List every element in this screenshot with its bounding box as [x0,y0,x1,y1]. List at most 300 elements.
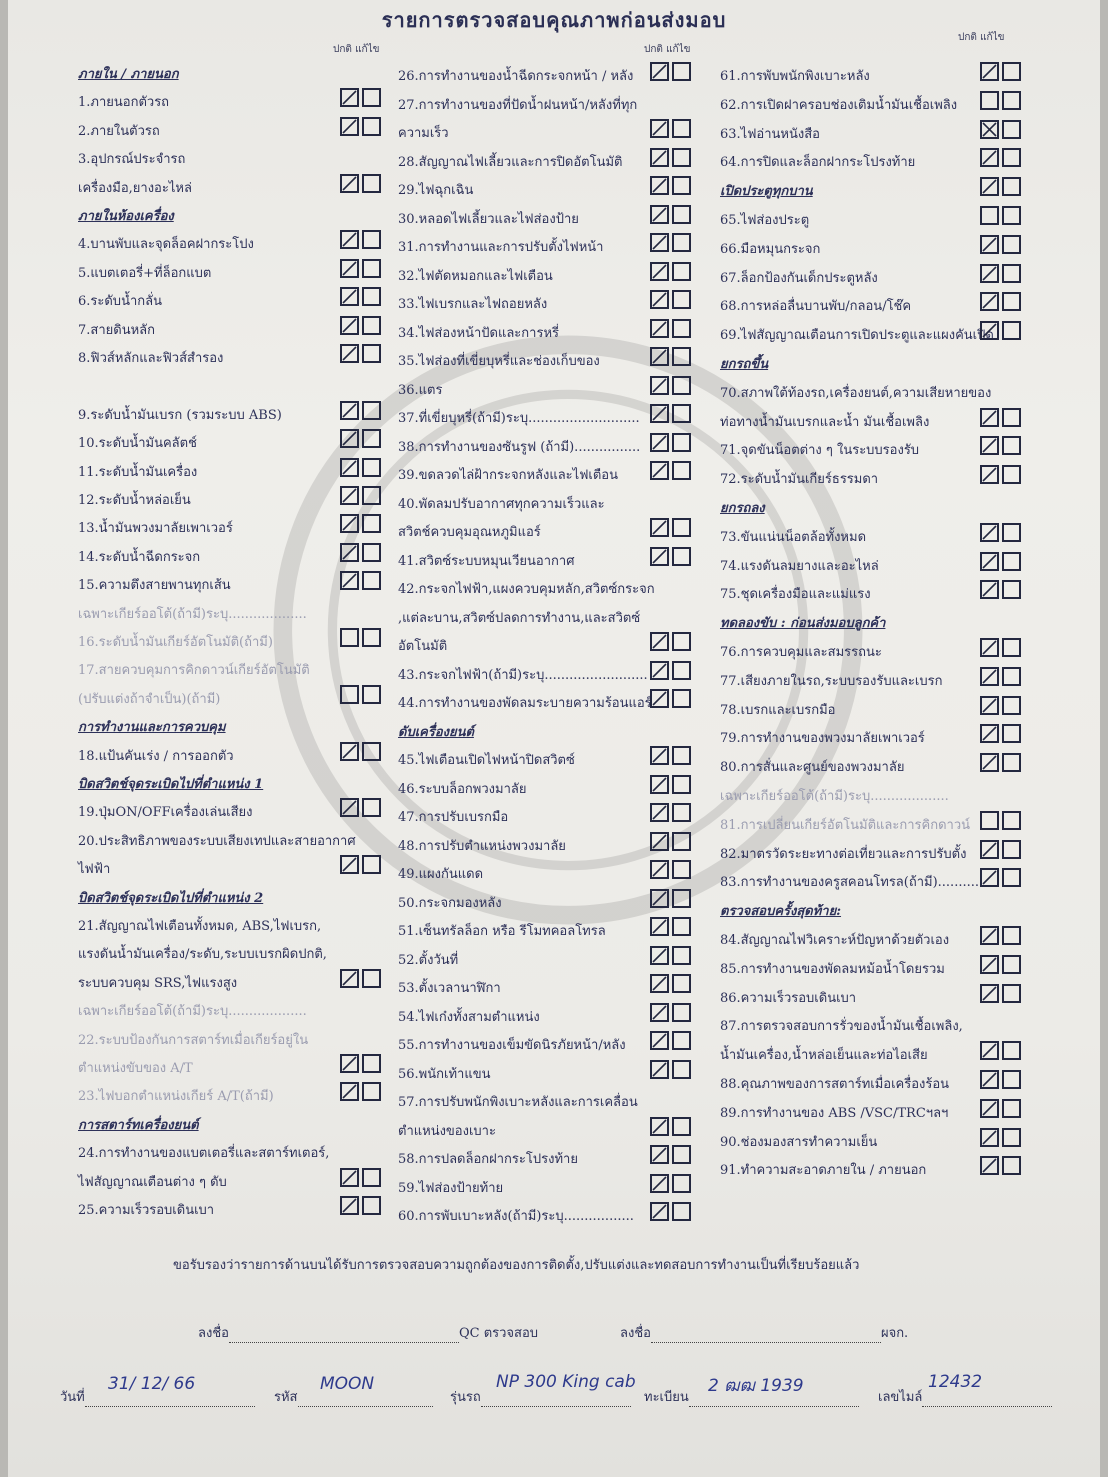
normal-checkbox[interactable] [980,148,999,167]
normal-checkbox[interactable] [650,1060,669,1079]
fix-checkbox[interactable] [362,1196,381,1215]
fix-checkbox[interactable] [362,259,381,278]
item-label: ท่อทางน้ำมันเบรกและน้ำ มันเชื้อเพลิง [720,414,930,430]
normal-checkbox[interactable] [980,868,999,887]
fix-checkbox[interactable] [1002,465,1021,484]
item-label: 49.แผงกันแดด [398,867,484,882]
fix-checkbox[interactable] [362,174,381,193]
checkbox-pair [980,177,1024,199]
normal-checkbox[interactable] [340,88,359,107]
item-label: 28.สัญญาณไฟเลี้ยวและการปิดอัตโนมัติ [398,154,623,170]
fix-checkbox[interactable] [1002,148,1021,167]
normal-checkbox[interactable] [340,458,359,477]
checklist-item [720,753,1026,779]
fix-checkbox[interactable] [362,514,381,533]
sign1-suffix: QC ตรวจสอบ [458,1326,539,1341]
normal-checkbox[interactable] [650,661,669,680]
normal-checkbox[interactable] [980,667,999,686]
normal-checkbox[interactable] [340,230,359,249]
section-heading [720,350,1026,376]
date-value: 31/ 12/ 66 [108,1374,196,1394]
fix-checkbox[interactable] [672,832,691,851]
checklist-item [398,319,696,345]
fix-checkbox[interactable] [1002,206,1021,225]
normal-checkbox[interactable] [980,955,999,974]
checklist-item [398,262,696,288]
fix-checkbox[interactable] [672,1145,691,1164]
fix-checkbox[interactable] [672,148,691,167]
fix-checkbox[interactable] [1002,436,1021,455]
fix-checkbox[interactable] [1002,984,1021,1003]
inspection-form [8,0,1100,1477]
normal-checkbox[interactable] [650,1202,669,1221]
normal-checkbox[interactable] [650,1003,669,1022]
normal-checkbox[interactable] [340,1168,359,1187]
item-label: 78.เบรกและเบรกมือ [720,702,836,718]
normal-checkbox[interactable] [340,742,359,761]
normal-checkbox[interactable] [980,580,999,599]
fix-checkbox[interactable] [672,1060,691,1079]
normal-checkbox[interactable] [650,433,669,452]
normal-checkbox[interactable] [650,1174,669,1193]
fix-checkbox[interactable] [1002,955,1021,974]
normal-checkbox[interactable] [980,62,999,81]
fix-checkbox[interactable] [1002,667,1021,686]
normal-checkbox[interactable] [650,1145,669,1164]
fix-checkbox[interactable] [672,119,691,138]
normal-checkbox[interactable] [980,724,999,743]
normal-checkbox[interactable] [980,408,999,427]
item-label: 30.หลอดไฟเลี้ยวและไฟส่องป้าย [398,211,579,227]
normal-checkbox[interactable] [980,206,999,225]
normal-checkbox[interactable] [340,571,359,590]
normal-checkbox[interactable] [980,753,999,772]
fix-checkbox[interactable] [362,742,381,761]
item-label: 61.การพับพนักพิงเบาะหลัง [720,69,870,84]
fix-checkbox[interactable] [362,628,381,647]
column-header-left: ปกติ แก้ไข [333,44,380,55]
fix-checkbox[interactable] [1002,926,1021,945]
checkbox-pair [650,233,694,255]
normal-checkbox[interactable] [650,119,669,138]
fix-checkbox[interactable] [1002,840,1021,859]
checklist-item [398,1145,696,1171]
normal-checkbox[interactable] [650,518,669,537]
checkbox-pair [340,628,384,650]
section-heading [78,202,386,228]
fix-checkbox[interactable] [362,855,381,874]
fix-checkbox[interactable] [672,632,691,651]
normal-checkbox[interactable] [650,889,669,908]
normal-checkbox[interactable] [340,117,359,136]
checklist-item [398,404,696,430]
item-label: 56.พนักเท้าแขน [398,1066,491,1082]
fix-checkbox[interactable] [1002,321,1021,340]
normal-checkbox[interactable] [980,523,999,542]
normal-checkbox[interactable] [980,292,999,311]
item-label: 34.ไฟส่องหน้าปัดและการหรี่ [398,325,559,341]
checklist-item [720,436,1026,462]
fix-checkbox[interactable] [672,1003,691,1022]
normal-checkbox[interactable] [650,62,669,81]
normal-checkbox[interactable] [340,969,359,988]
checklist-item [398,148,696,174]
normal-checkbox[interactable] [980,696,999,715]
fix-checkbox[interactable] [1002,724,1021,743]
normal-checkbox[interactable] [650,803,669,822]
fix-checkbox[interactable] [672,233,691,252]
normal-checkbox[interactable] [340,316,359,335]
fix-checkbox[interactable] [672,803,691,822]
checklist-item [720,724,1026,750]
normal-checkbox[interactable] [340,514,359,533]
check-mark-icon [342,857,357,872]
normal-checkbox[interactable] [340,628,359,647]
item-label: 52.ตั้งวันที่ [398,952,459,968]
normal-checkbox[interactable] [980,811,999,830]
fix-checkbox[interactable] [1002,1156,1021,1175]
checklist-item [720,926,1026,952]
normal-checkbox[interactable] [340,855,359,874]
normal-checkbox[interactable] [340,401,359,420]
fix-checkbox[interactable] [362,117,381,136]
normal-checkbox[interactable] [650,860,669,879]
fix-checkbox[interactable] [1002,1099,1021,1118]
sign2-prefix: ลงชื่อ [620,1326,651,1341]
normal-checkbox[interactable] [650,461,669,480]
normal-checkbox[interactable] [650,347,669,366]
normal-checkbox[interactable] [980,120,999,139]
item-label: เปิดประตูทุกบาน [720,184,813,200]
fix-checkbox[interactable] [1002,408,1021,427]
fix-checkbox[interactable] [1002,264,1021,283]
fix-checkbox[interactable] [362,316,381,335]
item-label: 57.การปรับพนักพิงเบาะหลังและการเคลื่อน [398,1095,638,1110]
normal-checkbox[interactable] [980,984,999,1003]
normal-checkbox[interactable] [650,176,669,195]
item-label: 32.ไฟตัดหมอกและไฟเตือน [398,268,553,284]
fix-checkbox[interactable] [362,1054,381,1073]
checkbox-pair [650,461,694,483]
normal-checkbox[interactable] [980,1156,999,1175]
fix-checkbox[interactable] [672,860,691,879]
normal-checkbox[interactable] [650,917,669,936]
normal-checkbox[interactable] [650,404,669,423]
normal-checkbox[interactable] [980,1070,999,1089]
checklist-item [78,117,386,143]
checkbox-pair [650,404,694,426]
checkbox-pair [650,518,694,540]
normal-checkbox[interactable] [650,832,669,851]
item-label: 54.ไฟเก๋งทั้งสามตำแหน่ง [398,1009,540,1025]
check-mark-icon [342,460,357,475]
normal-checkbox[interactable] [980,1041,999,1060]
check-mark-icon [652,463,667,478]
normal-checkbox[interactable] [980,552,999,571]
normal-checkbox[interactable] [650,1117,669,1136]
section-heading [78,884,386,910]
normal-checkbox[interactable] [980,840,999,859]
normal-checkbox[interactable] [650,376,669,395]
item-label: 14.ระดับน้ำฉีดกระจก [78,549,201,565]
fix-checkbox[interactable] [362,1082,381,1101]
normal-checkbox[interactable] [980,638,999,657]
checkbox-pair [650,205,694,227]
column-header-right: ปกติ แก้ไข [958,32,1005,43]
fix-checkbox[interactable] [362,230,381,249]
fix-checkbox[interactable] [672,689,691,708]
normal-checkbox[interactable] [340,1054,359,1073]
item-label: 37.ที่เขี่ยบุหรี่(ถ้ามี)ระบุ........................... [398,411,640,426]
normal-checkbox[interactable] [650,290,669,309]
normal-checkbox[interactable] [340,259,359,278]
checkbox-pair [340,742,384,764]
fix-checkbox[interactable] [672,1031,691,1050]
fix-checkbox[interactable] [1002,235,1021,254]
normal-checkbox[interactable] [650,233,669,252]
normal-checkbox[interactable] [980,321,999,340]
fix-checkbox[interactable] [362,571,381,590]
normal-checkbox[interactable] [340,287,359,306]
item-label: 2.ภายในตัวรถ [78,123,160,139]
item-label: 59.ไฟส่องป้ายท้าย [398,1180,504,1196]
fix-checkbox[interactable] [672,917,691,936]
checkbox-pair [340,344,384,366]
normal-checkbox[interactable] [980,91,999,110]
normal-checkbox[interactable] [980,235,999,254]
fix-checkbox[interactable] [1002,753,1021,772]
normal-checkbox[interactable] [340,429,359,448]
fix-checkbox[interactable] [672,205,691,224]
checkbox-pair [650,1003,694,1025]
normal-checkbox[interactable] [650,319,669,338]
fix-checkbox[interactable] [672,62,691,81]
normal-checkbox[interactable] [650,1031,669,1050]
check-mark-icon [982,957,997,972]
checklist-item [78,940,386,966]
checkbox-pair [650,148,694,170]
fix-checkbox[interactable] [672,319,691,338]
check-mark-icon [982,150,997,165]
normal-checkbox[interactable] [980,264,999,283]
check-mark-icon [652,862,667,877]
fix-checkbox[interactable] [1002,523,1021,542]
fix-checkbox[interactable] [1002,120,1021,139]
item-label: ตำแหน่งขับของ A/T [78,1061,193,1076]
fix-checkbox[interactable] [362,1168,381,1187]
item-label: 45.ไฟเตือนเปิดไฟหน้าปิดสวิตซ์ [398,753,575,768]
check-mark-icon [982,726,997,741]
fix-checkbox[interactable] [672,518,691,537]
item-label: 47.การปรับเบรกมือ [398,810,509,825]
check-mark-icon [652,748,667,763]
checkbox-pair [650,946,694,968]
item-label: 11.ระดับน้ำมันเครื่อง [78,464,198,480]
fix-checkbox[interactable] [362,685,381,704]
checkbox-pair [340,1168,384,1190]
check-mark-icon [652,549,667,564]
check-mark-icon [982,1158,997,1173]
normal-checkbox[interactable] [340,486,359,505]
checklist-item [78,656,386,682]
item-label: 58.การปลดล็อกฝากระโปรงท้าย [398,1152,578,1167]
item-label: 23.ไฟบอกตำแหน่งเกียร์ A/T(ถ้ามี) [78,1089,274,1105]
fix-checkbox[interactable] [362,401,381,420]
fix-checkbox[interactable] [672,376,691,395]
normal-checkbox[interactable] [980,1128,999,1147]
fix-checkbox[interactable] [1002,1041,1021,1060]
item-label: 82.มาตรวัดระยะทางต่อเที่ยวและการปรับตั้ง [720,846,967,862]
fix-checkbox[interactable] [672,262,691,281]
fix-checkbox[interactable] [672,889,691,908]
fix-checkbox[interactable] [672,974,691,993]
normal-checkbox[interactable] [980,465,999,484]
item-label: 74.แรงดันลมยางและอะไหล่ [720,558,879,574]
normal-checkbox[interactable] [650,148,669,167]
item-label: 38.การทำงานของซันรูฟ (ถ้ามี)................ [398,439,641,455]
checkbox-pair [650,775,694,797]
item-label: การทำงานและการควบคุม [78,720,226,736]
item-label: ตรวจสอบครั้งสุดท้าย: [720,904,842,920]
fix-checkbox[interactable] [1002,1070,1021,1089]
fix-checkbox[interactable] [672,461,691,480]
fix-checkbox[interactable] [672,347,691,366]
fix-checkbox[interactable] [1002,580,1021,599]
checklist-item [78,628,386,654]
checklist-item [78,571,386,597]
item-label: 48.การปรับตำแหน่งพวงมาลัย [398,838,566,854]
normal-checkbox[interactable] [650,946,669,965]
item-label: แรงดันน้ำมันเครื่อง/ระดับ,ระบบเบรกผิดปกติ, [78,947,327,963]
fix-checkbox[interactable] [672,746,691,765]
fix-checkbox[interactable] [672,661,691,680]
check-mark-icon [652,178,667,193]
item-label: น้ำมันเครื่อง,น้ำหล่อเย็นและท่อไอเสีย [720,1048,928,1064]
fix-checkbox[interactable] [362,543,381,562]
checkbox-pair [340,458,384,480]
item-label: 87.การตรวจสอบการรั่วของน้ำมันเชื้อเพลิง, [720,1019,963,1035]
fix-checkbox[interactable] [672,404,691,423]
check-mark-icon [342,1170,357,1185]
item-label: ภายในห้องเครื่อง [78,209,174,224]
checkbox-pair [650,746,694,768]
checkbox-pair [980,235,1024,257]
check-mark-icon [342,346,357,361]
normal-checkbox[interactable] [980,1099,999,1118]
fix-checkbox[interactable] [1002,91,1021,110]
fix-checkbox[interactable] [1002,638,1021,657]
normal-checkbox[interactable] [650,547,669,566]
fix-checkbox[interactable] [362,344,381,363]
checkbox-pair [980,264,1024,286]
normal-checkbox[interactable] [340,1082,359,1101]
normal-checkbox[interactable] [650,205,669,224]
checklist-item [78,543,386,569]
checklist-item [398,433,696,459]
check-mark-icon [652,976,667,991]
checkbox-pair [340,259,384,281]
fix-checkbox[interactable] [672,1117,691,1136]
checkbox-pair [980,840,1024,862]
fix-checkbox[interactable] [672,547,691,566]
check-mark-icon [342,431,357,446]
fix-checkbox[interactable] [1002,1128,1021,1147]
fix-checkbox[interactable] [1002,811,1021,830]
fix-checkbox[interactable] [672,946,691,965]
normal-checkbox[interactable] [980,177,999,196]
checklist-item [720,264,1026,290]
checklist-item [398,604,696,630]
checklist-item [720,1156,1026,1182]
fix-checkbox[interactable] [362,798,381,817]
qc-signature-line [198,1322,538,1343]
checklist-item [78,742,386,768]
normal-checkbox[interactable] [340,1196,359,1215]
item-label: 89.การทำงานของ ABS /VSC/TRCฯลฯ [720,1105,949,1121]
checklist-item [398,205,696,231]
fix-checkbox[interactable] [672,290,691,309]
fix-checkbox[interactable] [1002,868,1021,887]
normal-checkbox[interactable] [340,174,359,193]
item-label: 76.การควบคุมและสมรรถนะ [720,645,882,660]
normal-checkbox[interactable] [650,689,669,708]
normal-checkbox[interactable] [650,632,669,651]
normal-checkbox[interactable] [340,344,359,363]
fix-checkbox[interactable] [1002,696,1021,715]
checklist-item [78,997,386,1023]
checklist-item [720,868,1026,894]
item-label: อัตโนมัติ [398,639,448,654]
fix-checkbox[interactable] [1002,177,1021,196]
fix-checkbox[interactable] [672,1202,691,1221]
fix-checkbox[interactable] [362,429,381,448]
fix-checkbox[interactable] [362,486,381,505]
checklist-item [720,638,1026,664]
fix-checkbox[interactable] [1002,292,1021,311]
checkbox-pair [340,1082,384,1104]
item-label: เฉพาะเกียร์ออโต้(ถ้ามี)ระบุ................... [720,789,949,804]
checklist-item [78,1082,386,1108]
checklist-item [720,1012,1026,1038]
normal-checkbox[interactable] [340,543,359,562]
section-heading [78,713,386,739]
normal-checkbox[interactable] [980,436,999,455]
fix-checkbox[interactable] [362,458,381,477]
normal-checkbox[interactable] [980,926,999,945]
fix-checkbox[interactable] [362,88,381,107]
fix-checkbox[interactable] [362,287,381,306]
checklist-item [398,91,696,117]
normal-checkbox[interactable] [650,746,669,765]
checkbox-pair [650,433,694,455]
fix-checkbox[interactable] [1002,552,1021,571]
checkbox-pair [980,206,1024,228]
fix-checkbox[interactable] [672,176,691,195]
normal-checkbox[interactable] [340,685,359,704]
fix-checkbox[interactable] [672,775,691,794]
checklist-item [398,1088,696,1114]
normal-checkbox[interactable] [650,775,669,794]
model-label: รุ่นรถ [450,1390,481,1405]
fix-checkbox[interactable] [672,1174,691,1193]
fix-checkbox[interactable] [1002,62,1021,81]
fix-checkbox[interactable] [672,433,691,452]
fix-checkbox[interactable] [362,969,381,988]
normal-checkbox[interactable] [650,262,669,281]
item-label: 5.แบตเตอรี่+ที่ล็อกแบต [78,265,212,281]
normal-checkbox[interactable] [340,798,359,817]
normal-checkbox[interactable] [650,974,669,993]
